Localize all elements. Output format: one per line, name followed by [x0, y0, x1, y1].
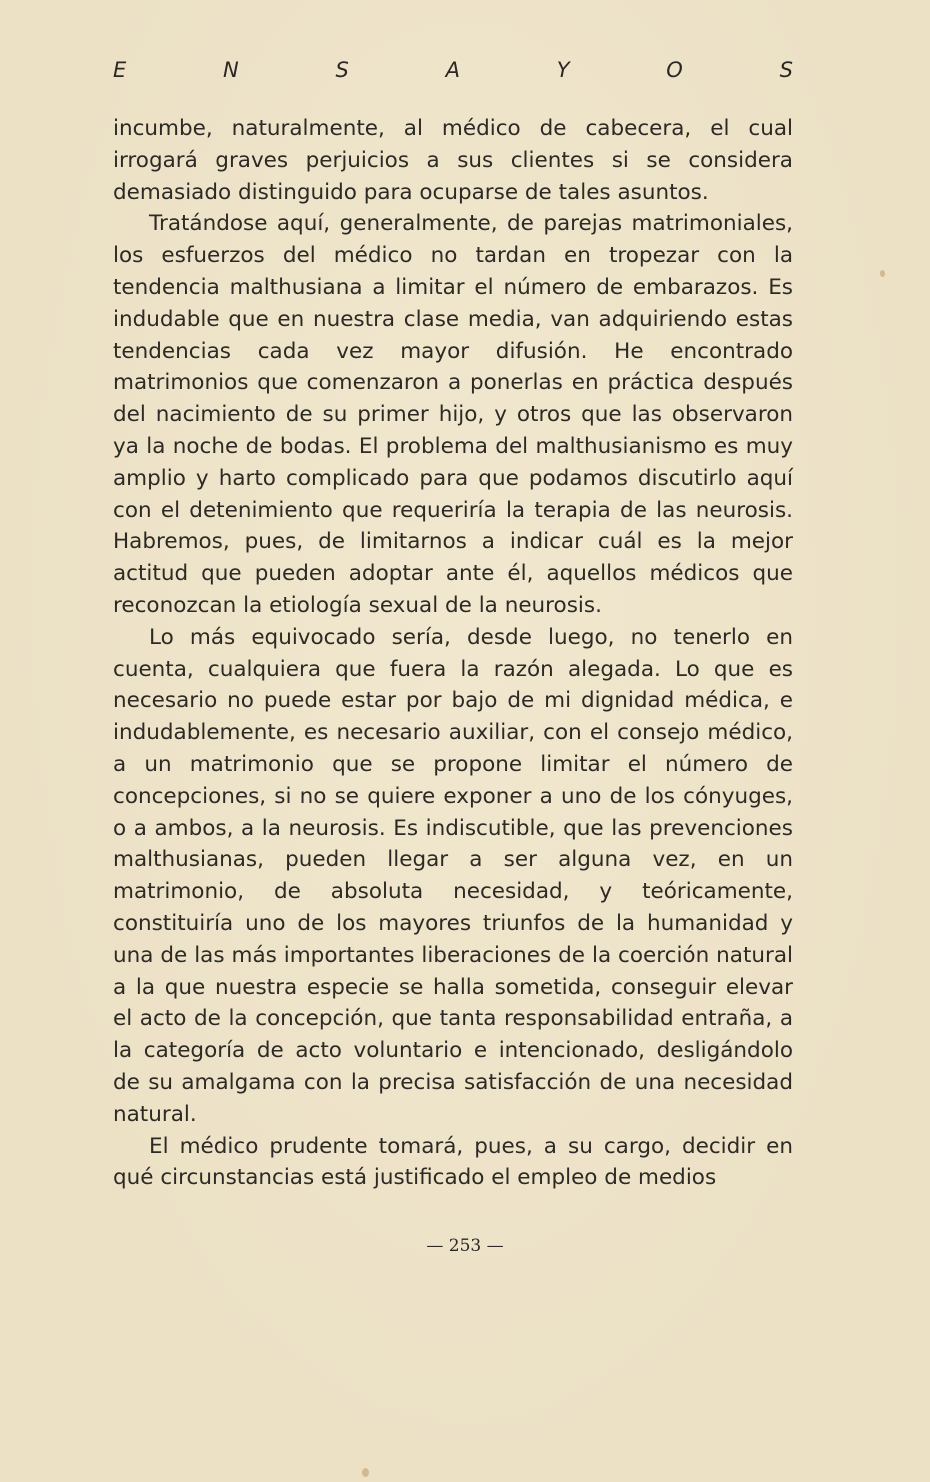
header-letter: A	[445, 58, 460, 82]
running-header	[113, 58, 793, 82]
paper-stain	[880, 270, 885, 277]
header-letter: S	[779, 58, 793, 82]
header-letter: E	[113, 58, 127, 82]
header-letter: S	[335, 58, 349, 82]
paper-stain	[362, 1468, 369, 1477]
paragraph: Lo más equivocado sería, desde luego, no tenerlo en cuenta, cualquiera que fuera la razón alegada. Lo que es necesario no puede estar por bajo de mi dignidad médica, e indudablemente, es necesario auxiliar, con el consejo médico, a un matrimonio que se propone limitar el número de concepciones, si no se quiere exponer a uno de los cónyuges, o a ambos, a la neurosis. Es indiscutible, que las prevenciones malthusianas, pueden llegar a ser alguna vez, en un matrimonio, de absoluta necesidad, y teóricamente, constituiría uno de los mayores triunfos de la humanidad y una de las más importantes liberaciones de la coerción natural a la que nuestra especie se halla sometida, conseguir elevar el acto de la concepción, que tanta responsabilidad entraña, a la categoría de acto voluntario e intencionado, desligándolo de su amalgama con la precisa satisfacción de una necesidad natural.	[113, 624, 793, 1127]
paragraph: Tratándose aquí, generalmente, de parejas matrimoniales, los esfuerzos del médico no tardan en tropezar con la tendencia malthusiana a limitar el número de embarazos. Es indudable que en nuestra clase media, van adquiriendo estas tendencias cada vez mayor difusión. He encontrado matrimonios que comenzaron a ponerlas en práctica después del nacimiento de su primer hijo, y otros que las observaron ya la noche de bodas. El problema del malthusianismo es muy amplio y harto complicado para que podamos discutirlo aquí con el detenimiento que requeriría la terapia de las neurosis. Habremos, pues, de limitarnos a indicar cuál es la mejor actitud que pueden adoptar ante él, aquellos médicos que reconozcan la etiología sexual de la neurosis.	[113, 211, 793, 618]
paragraph: El médico prudente tomará, pues, a su cargo, decidir en qué circunstancias está justificado el empleo de medios	[113, 1133, 793, 1191]
header-letter: Y	[556, 58, 570, 82]
page-number: — 253 —	[426, 1236, 504, 1256]
header-letter: O	[666, 58, 683, 82]
paragraph-continuation: incumbe, naturalmente, al médico de cabecera, el cual irrogará graves perjuicios a sus clientes si se considera demasiado distinguido para ocuparse de tales asuntos.	[113, 116, 793, 205]
header-letter: N	[223, 58, 239, 82]
body-text	[113, 113, 793, 1194]
